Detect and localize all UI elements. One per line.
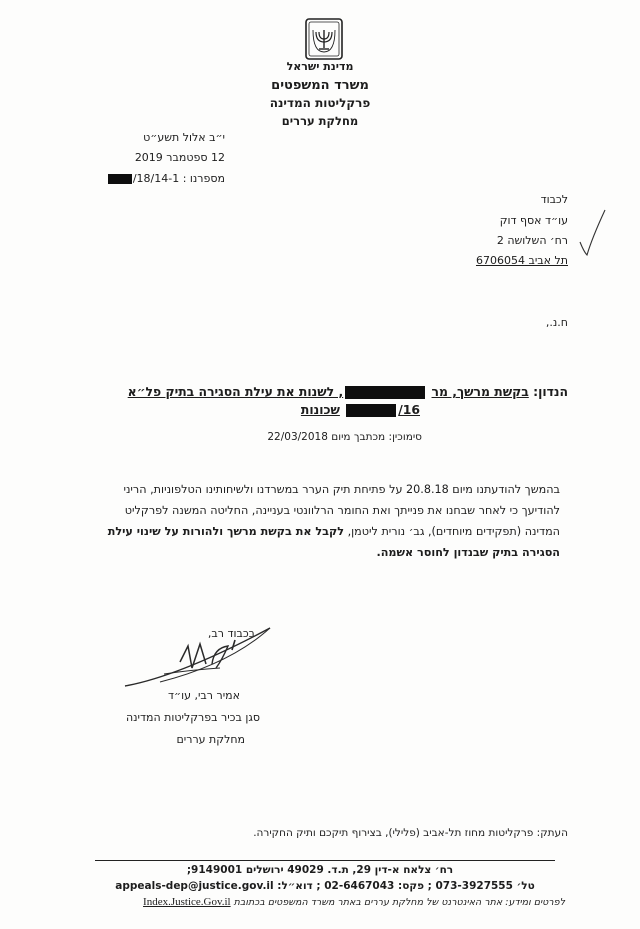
letter-date: 12 ספטמבר 2019 [134, 151, 225, 164]
recipient-to: לכבוד [540, 193, 568, 206]
header-country: מדינת ישראל [286, 60, 354, 73]
footer-info [143, 896, 565, 908]
handwritten-check-mark [578, 208, 608, 258]
cc-line: העתק: פרקליטות מחוז תל-אביב (פלילי), בצירוף תיקכם ותיק החקירה. [253, 827, 568, 839]
recipient-name: עו״ד אסף דוק [499, 214, 568, 227]
reference-label: מספרנו : 1- [168, 172, 225, 185]
closing: בכבוד רב, [207, 627, 255, 640]
letter-body [80, 479, 560, 563]
handwritten-signature [120, 624, 275, 694]
reference-number [108, 172, 225, 185]
signer-name: אמיר רבי, עו״ד [168, 689, 240, 702]
footer-divider [95, 860, 555, 861]
signer-title: סגן בכיר בפרקליטות המדינה [125, 711, 260, 724]
body-line-3 [80, 521, 560, 542]
body-line-1: בהמשך להודעתנו מיום 20.8.18 על פתיחת תיק הערר במשרדנו ולשיחותינו הטלפוניות, הריני [123, 483, 560, 496]
footer-info-text: לפרטים ומידע: אתר האינטרנט של מחלקת עררים באתר משרד המשפטים בכתובת [233, 897, 565, 908]
subject-text-d: שכונות [300, 402, 340, 417]
footer-link[interactable]: Index.Justice.Gov.il [143, 896, 231, 908]
reference-line-label: סימוכין: [388, 431, 422, 443]
subject-line-2 [301, 402, 420, 417]
redaction-bar [345, 386, 425, 399]
state-emblem-icon [305, 18, 343, 60]
header-department: מחלקת עררים [281, 114, 359, 128]
header-ministry: משרד המשפטים [271, 78, 369, 93]
subject-text-c: /16 [398, 402, 420, 417]
redaction-bar [108, 174, 132, 184]
reference-line-text: מכתבך מיום 22/03/2018 [267, 431, 386, 443]
body-line-4: הסגירה בתיק שבנדון לחוסר אשמה. [376, 546, 560, 559]
salutation: ח.נ., [545, 316, 568, 329]
reference-line [267, 431, 422, 443]
header-office: פרקליטות המדינה [269, 96, 371, 110]
body-line-3-normal: המדינה (תפקידים מיוחדים), גב׳ נורית ליטמן, [347, 525, 560, 538]
subject-text-b: , לשנות את עילת הסגירה בתיק פל״א [127, 384, 344, 399]
recipient-street: רח׳ השלושה 2 [496, 234, 568, 247]
hebrew-date: י״ב אלול תשע״ט [143, 131, 225, 144]
subject-line-1 [128, 384, 568, 399]
footer-address: רח׳ צלאח א-דין 29, ת.ד. 49029 ירושלים 9149001; [186, 864, 454, 876]
subject-label: הנדון: [533, 384, 568, 399]
footer-contact: טל׳ 073-3927555 ; פקס: 02-6467043 ; דוא״ל: appeals-dep@justice.gov.il [115, 880, 535, 892]
subject-text-a: בקשת מרשך, מר [431, 384, 529, 399]
recipient-city: תל אביב 6706054 [475, 254, 568, 267]
reference-suffix: /18/14 [132, 172, 169, 185]
redaction-bar [346, 404, 396, 417]
signer-department: מחלקת עררים [176, 733, 245, 746]
body-line-2: להודיעך כי לאחר שבחנו את פנייתך ואת החומר הרלוונטי בעניינה, החליטה המשנה לפרקליט [124, 504, 560, 517]
body-line-3-bold: לקבל את בקשת מרשך ולהורות על שינוי עילת [107, 525, 345, 538]
